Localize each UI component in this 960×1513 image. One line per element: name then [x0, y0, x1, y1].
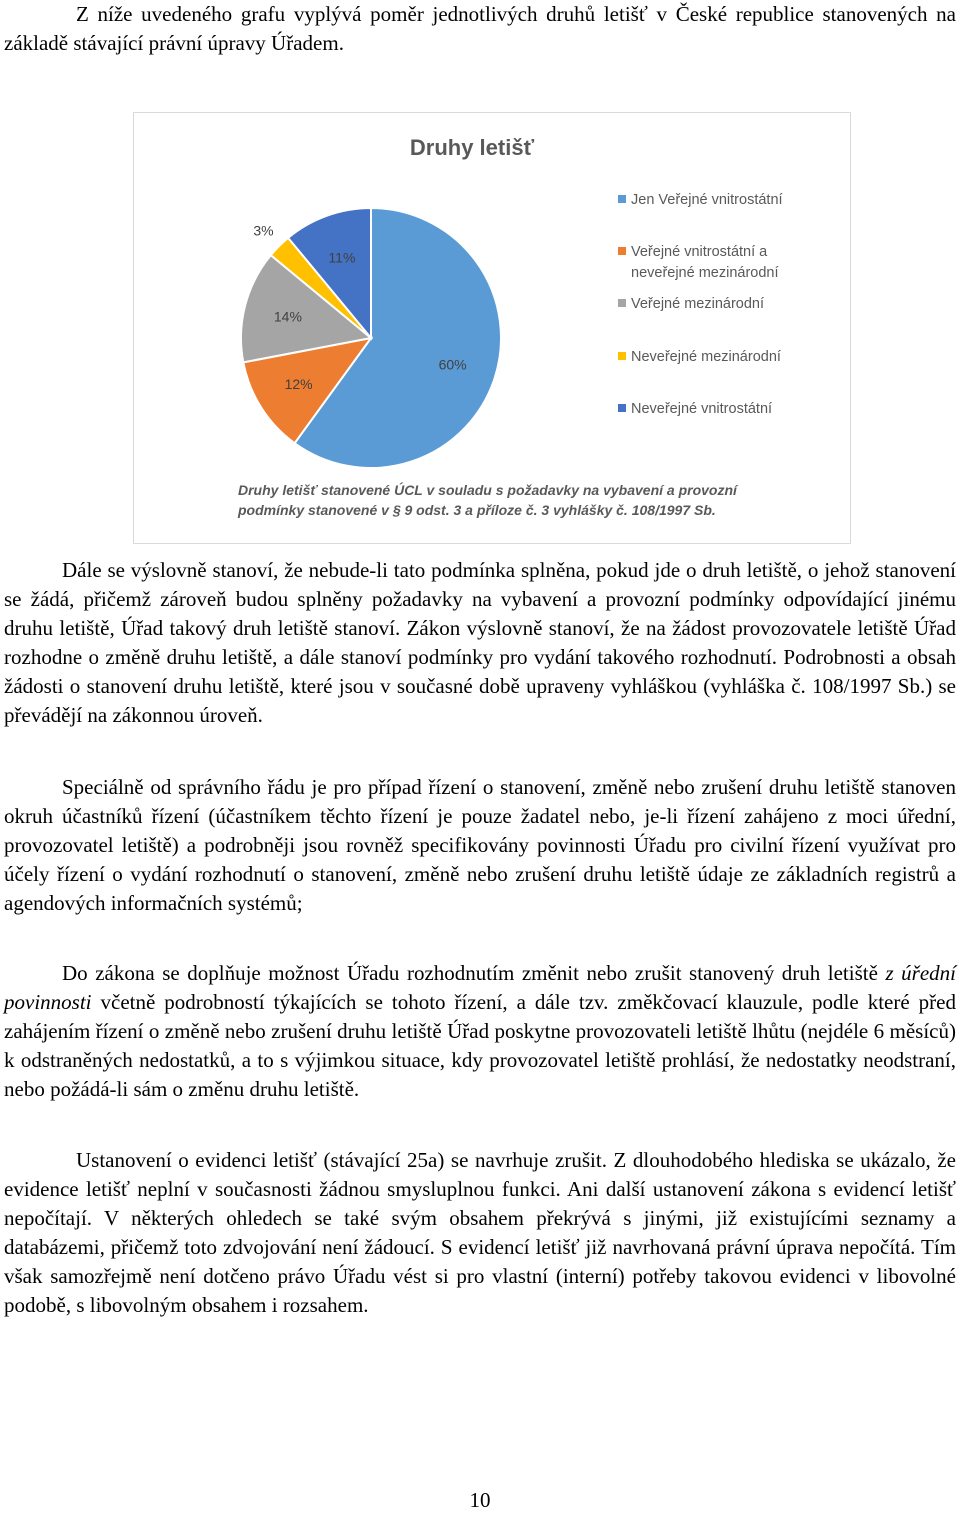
pie-data-label: 60%: [438, 356, 467, 373]
pie-data-label: 3%: [253, 222, 274, 239]
legend-swatch: [618, 247, 626, 255]
legend-swatch: [618, 195, 626, 203]
legend-item: [618, 401, 772, 417]
legend-swatch: [618, 404, 626, 412]
legend-swatch: [618, 299, 626, 307]
legend-label: Veřejné mezinárodní: [631, 296, 764, 312]
chart-legend: [618, 192, 783, 417]
legend-label: Neveřejné vnitrostátní: [631, 401, 773, 417]
paragraph-3: Do zákona se doplňuje možnost Úřadu rozhodnutím změnit nebo zrušit stanovený druh letiště z úřední povinnosti včetně podrobností týkajících se tohoto řízení, a dále tzv. změkčovací klauzule, podle které před zahájením řízení o změně nebo zrušení druhu letiště Úřad poskytne provozovateli letiště lhůtu (nejdéle 6 měsíců) k odstraněných nedostatků, a to s výjimkou situace, kdy provozovatel letiště prohlásí, že nedostatky neodstraní, nebo požádá-li sám o změnu druhu letiště.: [4, 961, 957, 1101]
chart-title: Druhy letišť: [409, 135, 535, 160]
paragraph-1: Dále se výslovně stanoví, že nebude-li tato podmínka splněna, pokud jde o druh letiště, o jehož stanovení se žádá, přičemž zároveň budou splněny požadavky na vybavení a provozní podmínky odpovídající jinému druhu letiště, Úřad takový druh letiště stanoví. Zákon výslovně stanoví, že na žádost provozovatele letiště Úřad rozhodne o změně druhu letiště, a dále stanoví podmínky pro vydání takového rozhodnutí. Podrobnosti a obsah žádosti o stanovení druhu letiště, které jsou v současné době upraveny vyhláškou (vyhláška č. 108/1997 Sb.) se převádějí na zákonnou úroveň.: [4, 558, 956, 727]
pie-data-label: 12%: [284, 376, 313, 392]
legend-item: [618, 244, 779, 281]
pie-chart-svg: [134, 113, 850, 543]
chart-caption-line: podmínky stanovené v § 9 odst. 3 a příloze č. 3 vyhlášky č. 108/1997 Sb.: [238, 502, 716, 518]
legend-label: Veřejné vnitrostátní a: [631, 244, 768, 260]
paragraph-2: Speciálně od správního řádu je pro případ řízení o stanovení, změně nebo zrušení druhu letiště stanoven okruh účastníků řízení (účastníkem těchto řízení je pouze žadatel nebo, je-li řízení zahájeno z moci úřední, provozovatel letiště) a podrobněji jsou rovněž specifikovány povinnosti Úřadu pro civilní řízení využívat pro účely řízení o vydání rozhodnutí o stanovení, změně nebo zrušení druhu letiště údaje ze základních registrů a agendových informačních systémů;: [4, 775, 956, 915]
pie-data-label: 14%: [273, 308, 302, 325]
legend-item: [618, 296, 764, 312]
chart-caption-line: Druhy letišť stanovené ÚCL v souladu s požadavky na vybavení a provozní: [238, 482, 737, 498]
legend-item: [618, 192, 783, 208]
paragraph-4: Ustanovení o evidenci letišť (stávající 25a) se navrhuje zrušit. Z dlouhodobého hlediska se ukázalo, že evidence letišť neplní v současnosti žádnou smysluplnou funkci. Ani další ustanovení zákona s evidencí letišť nepočítají. V některých ohledech se také svým obsahem překrývá s jinými, již existujícími seznamy a databázemi, přičemž toto zdvojování není žádoucí. S evidencí letišť již navrhovaná právní úprava nepočítá. Tím však samozřejmě není dotčeno právo Úřadu vést si pro vlastní (interní) potřeby takovou evidenci v libovolné podobě, s libovolným obsahem i rozsahem.: [4, 1148, 956, 1317]
legend-label: Neveřejné mezinárodní: [631, 349, 781, 365]
legend-item: [618, 349, 781, 365]
legend-swatch: [618, 352, 626, 360]
emphasis-text: z úřední povinnosti: [4, 961, 957, 1014]
page-number: 10: [469, 1488, 491, 1512]
chart-caption: [237, 481, 739, 518]
pie-chart: [133, 112, 851, 544]
legend-label: Jen Veřejné vnitrostátní: [631, 192, 783, 208]
pie-data-label: 11%: [328, 249, 356, 266]
pie-slices: [241, 208, 501, 468]
intro-paragraph: Z níže uvedeného grafu vyplývá poměr jednotlivých druhů letišť v České republice stanovených na základě stávající právní úpravy Úřadem.: [4, 2, 956, 55]
legend-label: neveřejné mezinárodní: [631, 265, 779, 281]
